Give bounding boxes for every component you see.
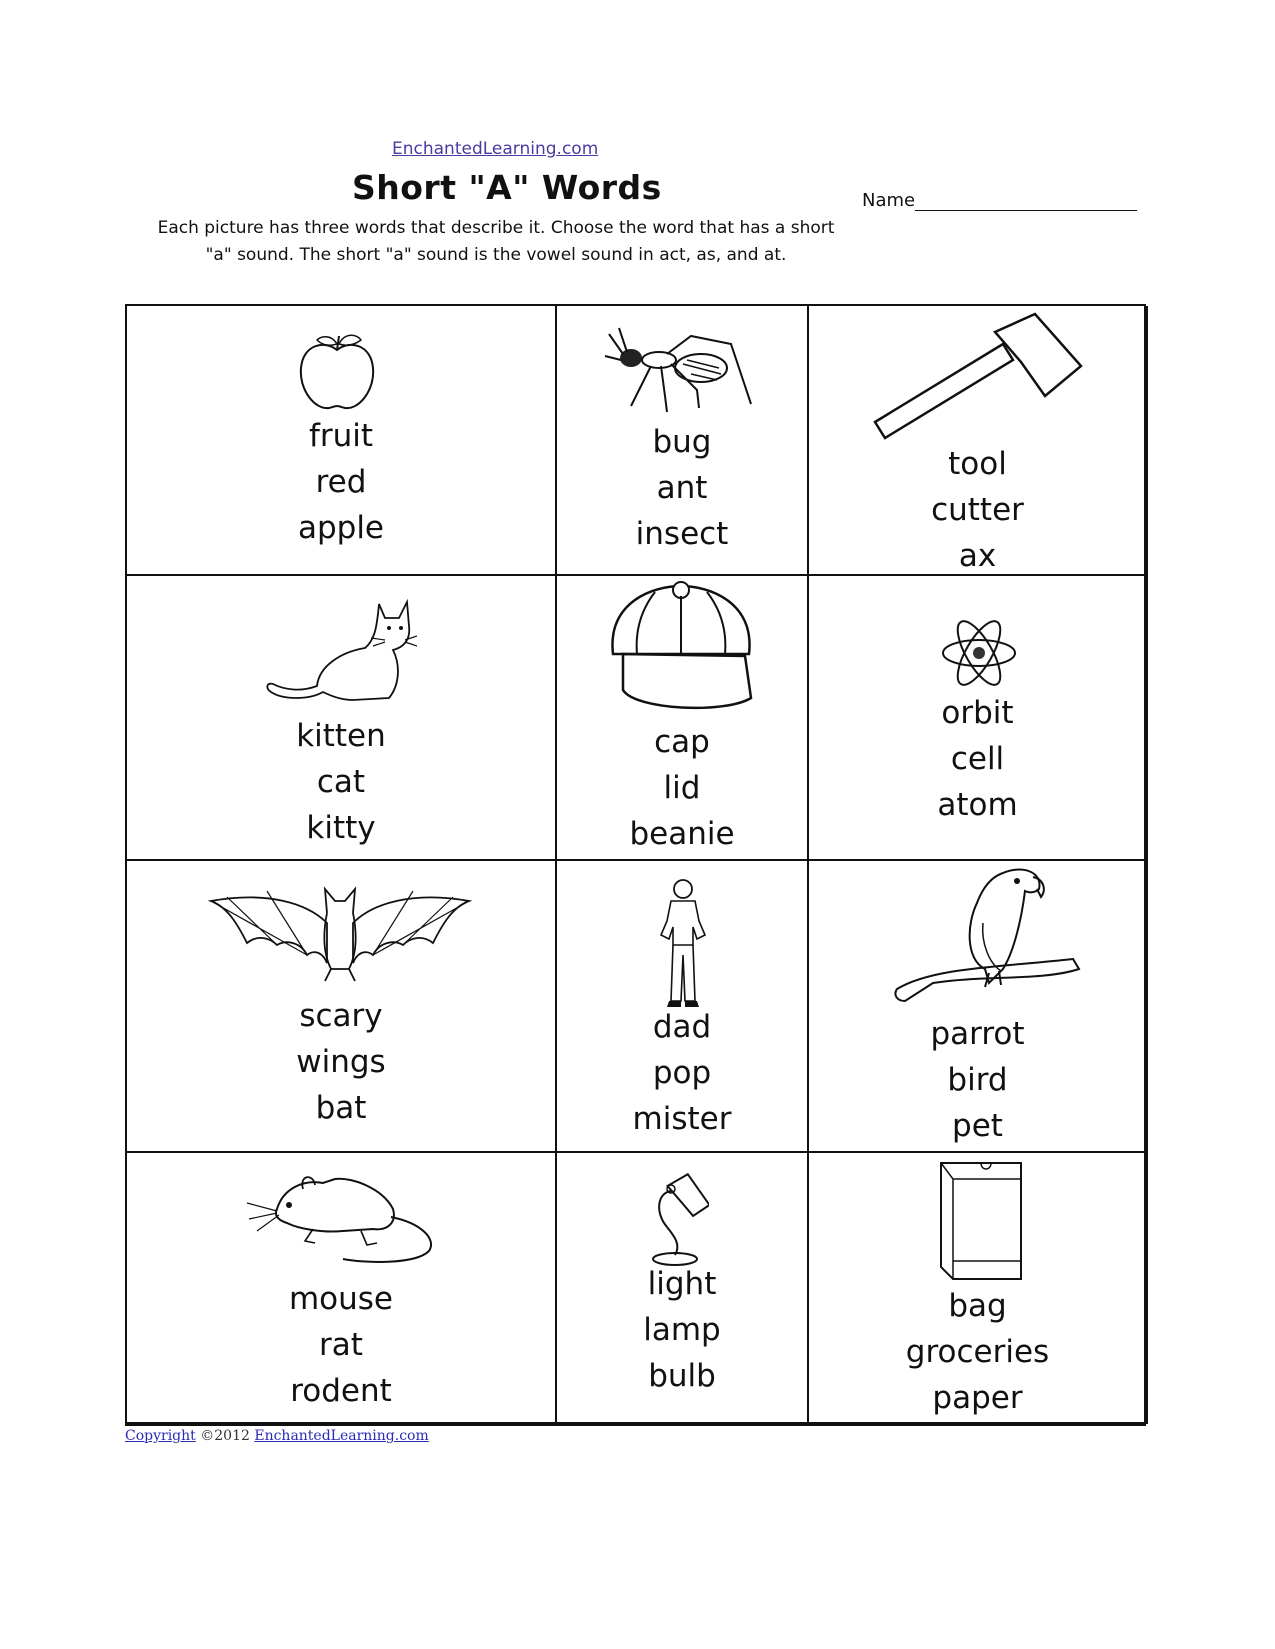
- name-field: [862, 190, 1137, 211]
- word-option[interactable]: insect: [635, 516, 729, 552]
- word-option[interactable]: red: [315, 464, 367, 500]
- cap-icon: [605, 580, 757, 720]
- word-list: [557, 419, 807, 557]
- instructions-line-1: Each picture has three words that describe it. Choose the word that has a short: [157, 218, 835, 238]
- bag-icon: [937, 1159, 1025, 1285]
- cell-apple: [127, 306, 557, 576]
- page-title: Short "A" Words: [352, 168, 662, 207]
- word-option[interactable]: cap: [654, 724, 710, 760]
- site-link[interactable]: EnchantedLearning.com: [392, 139, 599, 159]
- footer-site-link[interactable]: EnchantedLearning.com: [254, 1428, 429, 1444]
- word-option[interactable]: pet: [952, 1108, 1003, 1144]
- cell-bat: [127, 861, 557, 1153]
- word-list: [809, 690, 1146, 828]
- word-option[interactable]: bird: [947, 1062, 1008, 1098]
- word-option[interactable]: mister: [632, 1101, 732, 1137]
- word-option[interactable]: rodent: [290, 1373, 392, 1409]
- word-list: [127, 1276, 555, 1414]
- word-option[interactable]: ax: [958, 538, 997, 574]
- apple-icon: [295, 330, 379, 412]
- word-option[interactable]: apple: [297, 510, 385, 546]
- word-list: [557, 719, 807, 857]
- word-list: [557, 1261, 807, 1399]
- cell-parrot: [809, 861, 1148, 1153]
- name-line: [915, 191, 1137, 211]
- cell-bag: [809, 1153, 1148, 1424]
- atom-icon: [939, 616, 1019, 690]
- word-list: [809, 441, 1146, 579]
- word-option[interactable]: cat: [316, 764, 366, 800]
- cell-lamp: [557, 1153, 809, 1424]
- cell-rat: [127, 1153, 557, 1424]
- footer: [125, 1428, 429, 1444]
- word-grid: [125, 304, 1146, 1426]
- word-option[interactable]: groceries: [905, 1334, 1050, 1370]
- word-option[interactable]: kitty: [306, 810, 376, 846]
- parrot-icon: [893, 863, 1081, 1015]
- word-option[interactable]: dad: [652, 1009, 712, 1045]
- ant-icon: [601, 324, 761, 414]
- cat-icon: [261, 596, 417, 706]
- word-option[interactable]: ant: [656, 470, 708, 506]
- word-list: [127, 413, 555, 551]
- word-list: [557, 1004, 807, 1142]
- lamp-icon: [645, 1173, 709, 1267]
- word-option[interactable]: beanie: [629, 816, 735, 852]
- word-option[interactable]: bat: [315, 1090, 367, 1126]
- cell-ax: [809, 306, 1148, 576]
- word-option[interactable]: rat: [319, 1327, 363, 1363]
- bat-icon: [207, 883, 473, 987]
- word-list: [809, 1283, 1146, 1421]
- copyright-link[interactable]: Copyright: [125, 1428, 196, 1444]
- cell-dad: [557, 861, 809, 1153]
- word-option[interactable]: lid: [663, 770, 701, 806]
- word-option[interactable]: atom: [937, 787, 1018, 823]
- word-list: [127, 993, 555, 1131]
- instructions: [136, 215, 856, 269]
- cell-cat: [127, 576, 557, 861]
- word-option[interactable]: mouse: [288, 1281, 394, 1317]
- cell-ant: [557, 306, 809, 576]
- word-option[interactable]: cutter: [931, 492, 1024, 528]
- word-option[interactable]: light: [647, 1266, 717, 1302]
- rat-icon: [243, 1169, 437, 1265]
- word-option[interactable]: wings: [296, 1044, 386, 1080]
- instructions-line-2: "a" sound. The short "a" sound is the vowel sound in act, as, and at.: [205, 245, 787, 265]
- cell-atom: [809, 576, 1148, 861]
- word-option[interactable]: parrot: [930, 1016, 1025, 1052]
- word-option[interactable]: scary: [299, 998, 383, 1034]
- cell-cap: [557, 576, 809, 861]
- name-label: Name: [862, 190, 916, 211]
- word-option[interactable]: kitten: [296, 718, 386, 754]
- word-option[interactable]: paper: [932, 1380, 1023, 1416]
- word-option[interactable]: lamp: [643, 1312, 721, 1348]
- ax-icon: [871, 310, 1087, 442]
- word-option[interactable]: tool: [948, 446, 1007, 482]
- copyright-year: ©2012: [200, 1428, 250, 1444]
- word-option[interactable]: fruit: [308, 418, 374, 454]
- word-list: [127, 713, 555, 851]
- dad-icon: [657, 877, 709, 1011]
- word-option[interactable]: bag: [948, 1288, 1007, 1324]
- word-option[interactable]: cell: [950, 741, 1005, 777]
- word-option[interactable]: bulb: [648, 1358, 716, 1394]
- word-option[interactable]: orbit: [941, 695, 1014, 731]
- word-option[interactable]: bug: [652, 424, 712, 460]
- word-option[interactable]: pop: [652, 1055, 712, 1091]
- word-list: [809, 1011, 1146, 1149]
